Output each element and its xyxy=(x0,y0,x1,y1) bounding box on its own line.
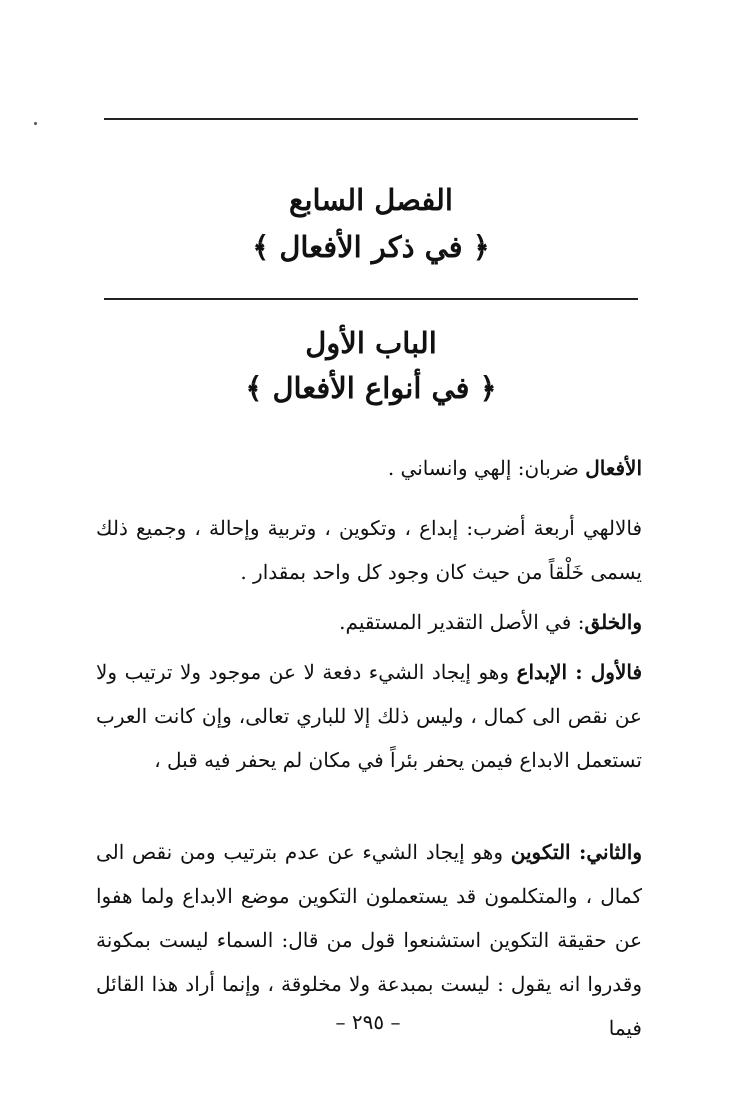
paragraph-3-text: : في الأصل التقدير المستقيم. xyxy=(339,610,585,634)
top-divider-rule xyxy=(104,118,638,120)
paragraph-2 xyxy=(96,506,642,594)
paragraph-5-text: وهو إيجاد الشيء عن عدم بترتيب ومن نقص الى كمال ، والمتكلمون قد يستعملون التكوين موضع الابداع ولما هفوا عن حقيقة التكوين استشنعوا قول من قال: السماء ليست بمكونة وقدروا انه يقول : ليست بمبدعة ولا مخلوقة ، وإنما أراد هذا القائل فيما xyxy=(96,840,642,1040)
paragraph-4-lead: فالأول : الإبداع xyxy=(516,660,643,684)
paragraph-1-text: ضربان: إلهي وانساني . xyxy=(387,456,586,480)
paragraph-3-lead: والخلق xyxy=(584,610,642,634)
paragraph-3 xyxy=(96,600,642,644)
chapter-title: الفصل السابع xyxy=(289,183,453,217)
middle-divider-rule xyxy=(104,298,638,300)
paragraph-2-text: فالالهي أربعة أضرب: إبداع ، وتكوين ، وتربية وإحالة ، وجميع ذلك يسمى خَلْقاً من حيث كان وجود كل واحد بمقدار . xyxy=(96,516,642,584)
paragraph-4-text: وهو إيجاد الشيء دفعة لا عن موجود ولا ترتيب ولا عن نقص الى كمال ، وليس ذلك إلا للباري تعالى، وإن كانت العرب تستعمل الابداع فيمن يحفر بئراً في مكان لم يحفر فيه قبل ، xyxy=(96,660,642,772)
section-title: الباب الأول xyxy=(305,326,437,360)
paragraph-5-lead: والثاني: التكوين xyxy=(510,840,643,864)
paragraph-1-lead: الأفعال xyxy=(585,456,642,480)
chapter-subtitle: ﴿ في ذكر الأفعال ﴾ xyxy=(252,230,490,264)
section-subtitle: ﴿ في أنواع الأفعال ﴾ xyxy=(245,371,497,405)
paragraph-4 xyxy=(96,650,642,782)
page-number: – ٢٩٥ – xyxy=(335,1010,401,1034)
scan-speck xyxy=(34,122,37,125)
paragraph-1 xyxy=(96,446,642,490)
